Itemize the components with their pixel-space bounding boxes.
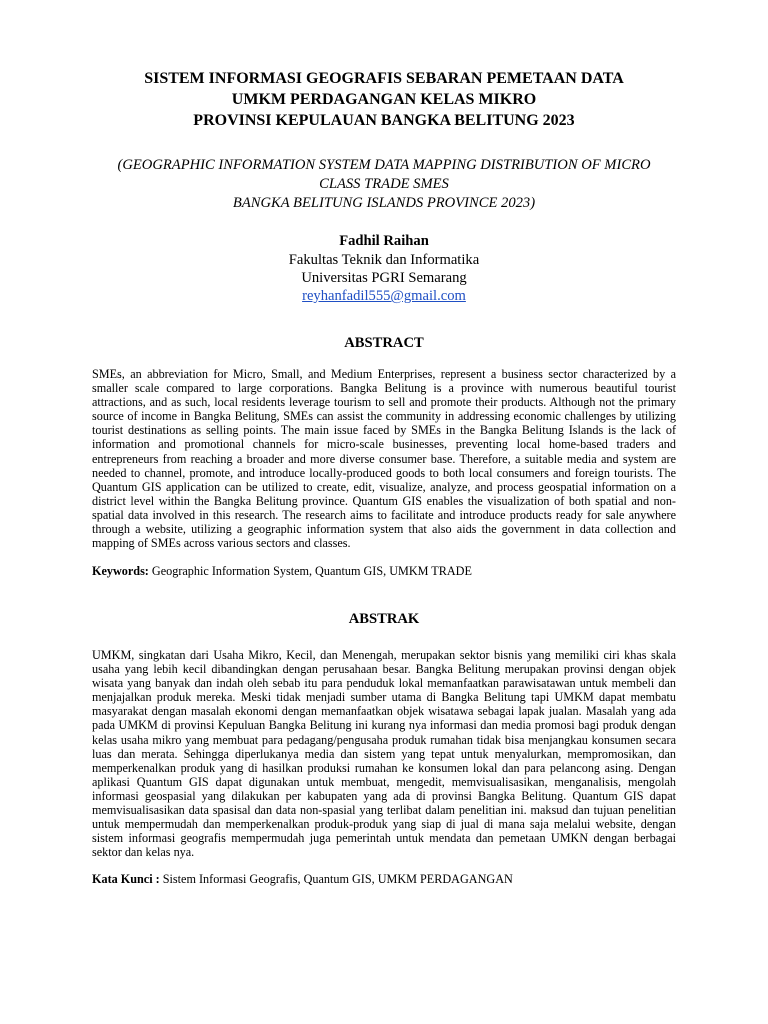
author-affiliation — [60, 251, 708, 305]
abstrak-heading: ABSTRAK — [348, 611, 420, 627]
faculty: Fakultas Teknik dan Informatika — [288, 252, 480, 268]
english-title — [60, 156, 708, 213]
abstrak-body: UMKM, singkatan dari Usaha Mikro, Kecil, dan Menengah, merupakan sektor bisnis yang memiliki ciri khas skala usaha yang lebih kecil dibandingkan dengan perusahaan besar. Bangka Belitung merupakan provinsi dengan objek wisata yang banyak dan indah oleh sebab itu para penduduk lokal memanfaatkan parawisatawan untuk membeli dan menjajalkan produk mereka. Meski tidak menjadi sumber utama di Bangka Belitung tapi UMKM dapat membatu masyarakat dengan masalah ekonomi dengan memanfaatkan objek wisatawa sebagai lapak jualan. Masalah yang ada pada UMKM di provinsi Kepuluan Bangka Belitung ini kurang nya informasi dan media promosi bagi produk dengan kelas usaha mikro yang membuat para pedagang/pengusaha produk rumahan tidak bisa menjangkau konsumen secara luas dan merata. Sehingga diperlukanya media dan sistem yang tepat untuk menyalurkan, mempromosikan, dan memperkenalkan produk yang di hasilkan produksi rumahan ke konsumen lokal dan para pelancong asing. Dengan aplikasi Quantum GIS dapat digunakan untuk membuat, mengedit, memvisualisasikan, menganalisis, mengolah informasi geospasial yang dilakukan per kabupaten yang ada di provinsi Bangka Belitung. Quantum GIS dapat memvisualisasikan data spasisal dan data non-spasial yang terlibat dalam penelitian ini. maksud dan tujuan penelitian untuk mempermudah dan memperkenalkan produk-produk yang siap di jual di mana saja melalui website, dengan sistem informasi geografis mempermudah juga pemerintah untuk mendata dan pemetaan UMKN dengan berbagai sektor dan kelas nya. — [92, 648, 676, 860]
title-line-2: UMKM PERDAGANGAN KELAS MIKRO — [231, 91, 537, 108]
abstract-body: SMEs, an abbreviation for Micro, Small, and Medium Enterprises, represent a business sector characterized by a smaller scale compared to large corporations. Bangka Belitung is a province with numerous beautiful tourist attractions, and as such, local residents leverage tourism to sell and promote their products. Although not the primary source of income in Bangka Belitung, SMEs can assist the community in addressing economic challenges by utilizing tourist destinations as selling points. The main issue faced by SMEs in the Bangka Belitung Islands is the lack of information and promotional channels for micro-scale businesses, preventing local home-based traders and entrepreneurs from reaching a broader and more diverse consumer base. Therefore, a suitable media and system are needed to channel, promote, and introduce locally-produced goods to both local consumers and foreign tourists. The Quantum GIS application can be utilized to create, edit, visualize, analyze, and process geospatial information on a district level within the Bangka Belitung province. Quantum GIS enables the visualization of both spatial and non-spatial data involved in this research. The research aims to facilitate and introduce products ready for sale anywhere through a website, utilizing a geographic information system that also aids the government in data collection and mapping of SMEs across various sectors and classes. — [92, 367, 676, 551]
abstract-keywords — [92, 564, 676, 578]
author-name: Fadhil Raihan — [339, 233, 429, 249]
abstract-heading: ABSTRACT — [344, 335, 424, 351]
author-email-link[interactable]: reyhanfadil555@gmail.com — [302, 288, 466, 304]
kata-kunci-label: Kata Kunci : — [92, 872, 160, 886]
subtitle-line-3: BANGKA BELITUNG ISLANDS PROVINCE 2023) — [232, 195, 536, 211]
kata-kunci-value: Sistem Informasi Geografis, Quantum GIS, UMKM PERDAGANGAN — [159, 872, 513, 886]
title-line-3: PROVINSI KEPULAUAN BANGKA BELITUNG 2023 — [193, 112, 575, 129]
keywords-value: Geographic Information System, Quantum GIS, UMKM TRADE — [148, 564, 472, 578]
keywords-label: Keywords: — [92, 564, 149, 578]
paper-title — [60, 68, 708, 131]
university: Universitas PGRI Semarang — [301, 270, 467, 286]
abstrak-keywords — [92, 872, 676, 886]
subtitle-line-2: CLASS TRADE SMES — [319, 176, 449, 192]
subtitle-line-1: (GEOGRAPHIC INFORMATION SYSTEM DATA MAPPING DISTRIBUTION OF MICRO — [117, 157, 651, 173]
title-block — [60, 68, 708, 305]
title-line-1: SISTEM INFORMASI GEOGRAFIS SEBARAN PEMETAAN DATA — [144, 70, 624, 87]
